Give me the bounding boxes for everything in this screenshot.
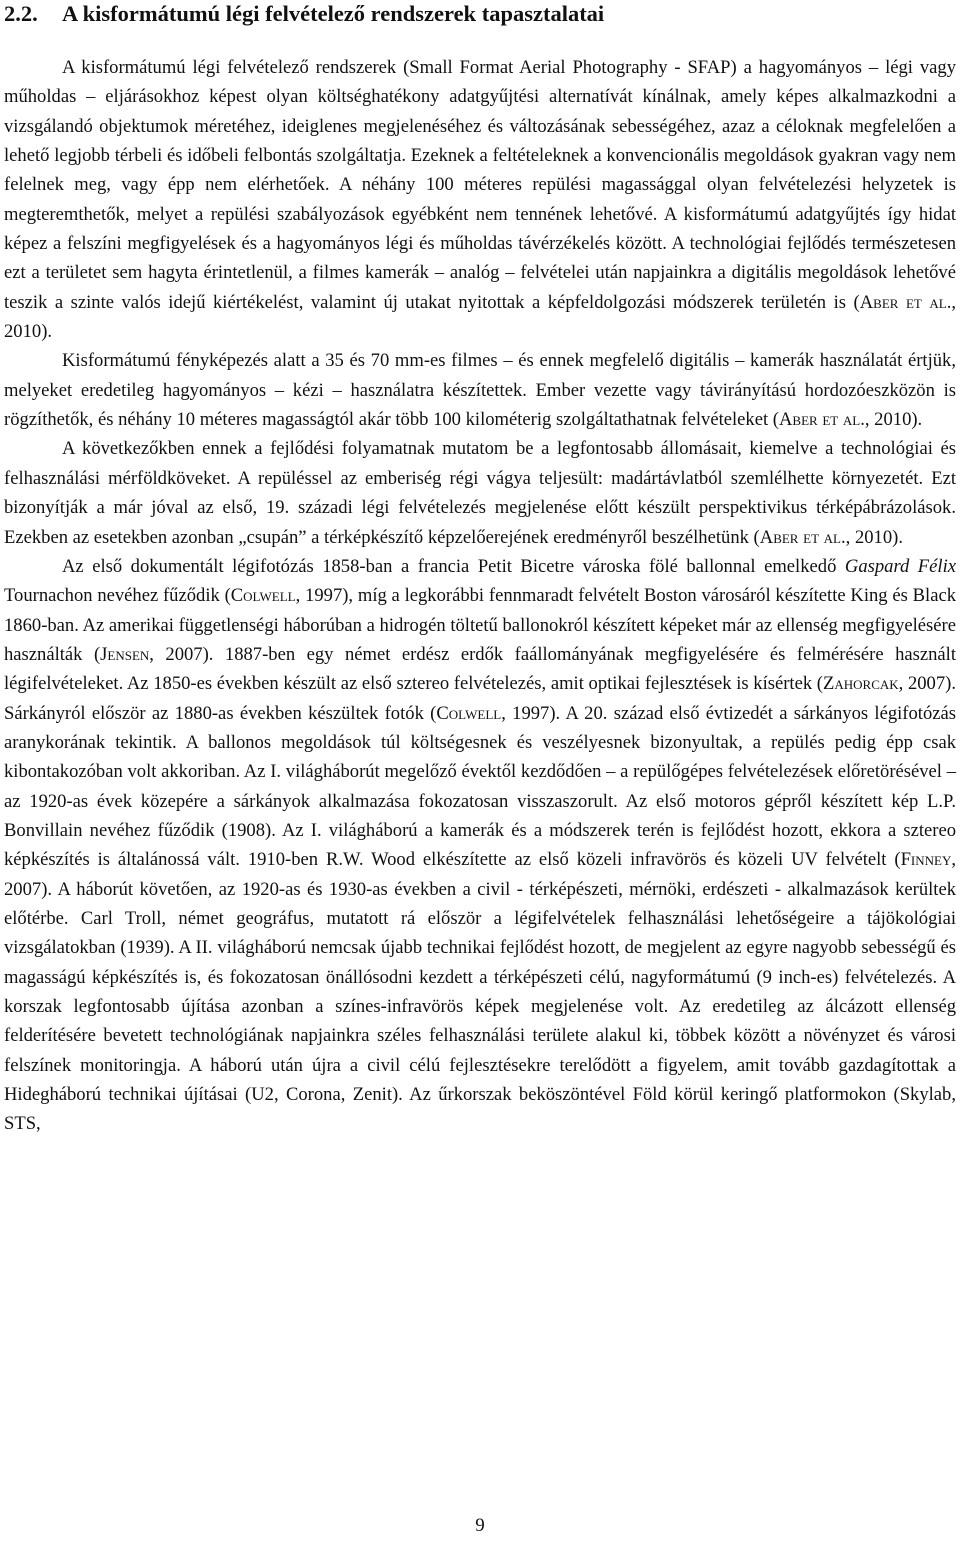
paragraph-text: Tournachon nevéhez fűződik ( bbox=[4, 585, 231, 607]
citation-author: Zahorcak bbox=[823, 673, 899, 695]
body-paragraph bbox=[4, 53, 956, 346]
citation-author: Jensen bbox=[100, 643, 150, 665]
paragraph-text: , 1997), míg a legkorábbi fennmaradt felvételt Boston városáról készítette King és Black 1860-ban. Az amerikai függetlenségi háborúban a hidrogén töltetű ballonokról készített képeket már az ellenség megfigyelésére használták ( bbox=[4, 585, 957, 665]
citation-author: Aber et al. bbox=[779, 409, 865, 431]
page-number: 9 bbox=[475, 1515, 485, 1536]
citation-author: Finney bbox=[900, 849, 952, 871]
paragraph-text: A következőkben ennek a fejlődési folyamatnak mutatom be a legfontosabb állomásait, kiemelve a technológiai és felhasználási mérföldköveket. A repüléssel az emberiség régi vágya teljesült: madártávlatból szemlélhette környezetét. Ezt bizonyítják a már jóval az első, 19. századi légi felvételezés megjelenése előtt készült perspektivikus térképábrázolások. Ezekben az esetekben azonban „csupán” a térképkészítő képzelőerejének eredményről beszélhetünk ( bbox=[4, 438, 956, 548]
paragraph-text: Kisformátumú fényképezés alatt a 35 és 70 mm-es filmes – és ennek megfelelő digitális – kamerák használatát értjük, melyeket eredetileg hagyományos – kézi – használatra készítettek. Ember vezette vagy távirányítású hordozóeszközön is rögzíthetők, és néhány 10 méteres magasságtól akár több 100 kilométerig szolgáltathatnak felvételeket ( bbox=[4, 350, 956, 431]
body-paragraph bbox=[4, 434, 956, 551]
paragraph-text: , 2010). bbox=[845, 526, 903, 548]
paragraph-text: , 1997). A 20. század első évtizedét a sárkányos légifotózás aranykorának tekintik. A ballonos megoldások túl költségesnek és veszélyesnek bizonyultak, a repülés pedig épp csak kibontakozóban volt akkoriban. Az I. világháborút megelőző évektől kezdődően – a repülőgépes felvételezések előretörésével – az 1920-as évek közepére a sárkányok alkalmazása fokozatosan visszaszorult. Az első motoros gépről készített kép L.P. Bonvillain nevéhez fűződik (1908). Az I. világháború a kamerák és a módszerek terén is fejlődést hozott, ekkora a sztereo képkészítés is általánossá vált. 1910-ben R.W. Wood elkészítette az első közeli infravörös és közeli UV felvételt ( bbox=[4, 702, 956, 871]
section-title: A kisformátumú légi felvételező rendszerek tapasztalatai bbox=[62, 1, 605, 26]
paragraph-text: , 2007). Sárkányról először az 1880-as években készültek fotók ( bbox=[4, 673, 956, 724]
section-number: 2.2. bbox=[4, 1, 38, 26]
paragraph-text: , 2007). 1887-ben egy német erdész erdők faállományának megfigyelésére és felmérésére használt légifelvételeket. Az 1850-es években készült az első sztereo felvételezés, amit optikai fejlesztések is kísértek ( bbox=[4, 643, 956, 695]
paragraph-text: , 2010). bbox=[4, 291, 956, 343]
body-paragraph bbox=[4, 346, 956, 434]
section-heading bbox=[4, 0, 956, 27]
italic-name: Gaspard Félix bbox=[844, 555, 956, 577]
body-text bbox=[4, 53, 956, 1139]
document-page bbox=[4, 0, 956, 1139]
paragraph-text: Az első dokumentált légifotózás 1858-ban a francia Petit Bicetre városka fölé ballonnal emelkedő bbox=[62, 555, 845, 577]
citation-author: Aber et al. bbox=[759, 526, 846, 548]
paragraph-text: A kisformátumú légi felvételező rendszerek (Small Format Aerial Photography - SFAP) a hagyományos – légi vagy műholdas – eljárásokhoz képest olyan költséghatékony adatgyűjtési alternatívát kínálnak, amely képes alkalmazkodni a vizsgálandó objektumok méretéhez, ideiglenes megjelenéséhez és változásának sebességéhez, azaz a céloknak megfelelően a lehető legjobb térbeli és időbeli felbontás szolgáltatja. Ezeknek a feltételeknek a konvencionális megoldások gyakran vagy nem felelnek meg, vagy épp nem elérhetőek. A néhány 100 méteres repülési magassággal olyan felvételezési helyzetek is megteremthetők, melyet a repülési szabályozások egyébként nem tennének lehetővé. A kisformátumú adatgyűjtés így hidat képez a felszíni megfigyelések és a hagyományos légi és műholdas távérzékelés között. A technológiai fejlődés természetesen ezt a területet sem hagyta érintetlenül, a filmes kamerák – analóg – felvételei után napjainkra a digitális megoldások lehetővé teszik a szinte valós idejű kiértékelést, valamint új utakat nyitottak a képfeldolgozási módszerek területén is ( bbox=[4, 57, 956, 313]
citation-author: Colwell bbox=[230, 585, 296, 607]
citation-author: Colwell bbox=[436, 702, 502, 724]
citation-author: Aber et al. bbox=[859, 291, 952, 313]
body-paragraph bbox=[4, 552, 956, 1139]
paragraph-text: , 2007). A háborút követően, az 1920-as és 1930-as években a civil - térképészeti, mérnöki, erdészeti - alkalmazások kerültek előtérbe. Carl Troll, német geográfus, mutatott rá először a légifelvételek felhasználási lehetőségeire a tájökológiai vizsgálatokban (1939). A II. világháború nemcsak újabb technikai fejlődést hozott, de megjelent az egyre nagyobb sebességű és magasságú képkészítés is, és fokozatosan önállósodni kezdett a térképészeti célú, nagyformátumú (9 inch-es) felvételezés. A korszak legfontosabb újítása azonban a színes-infravörös képek megjelenése volt. Az eredetileg az álcázott ellenség felderítésére bevetett technológiának napjainkra széles felhasználási területe alakul ki, többek között a növényzet és városi felszínek monitoringja. A háború után újra a civil célú fejlesztésekre terelődött a figyelem, amit tovább gazdagítottak a Hidegháború technikai újításai (U2, Corona, Zenit). Az űrkorszak beköszöntével Föld körül keringő platformokon (Skylab, STS, bbox=[4, 849, 956, 1135]
paragraph-text: , 2010). bbox=[864, 409, 923, 431]
